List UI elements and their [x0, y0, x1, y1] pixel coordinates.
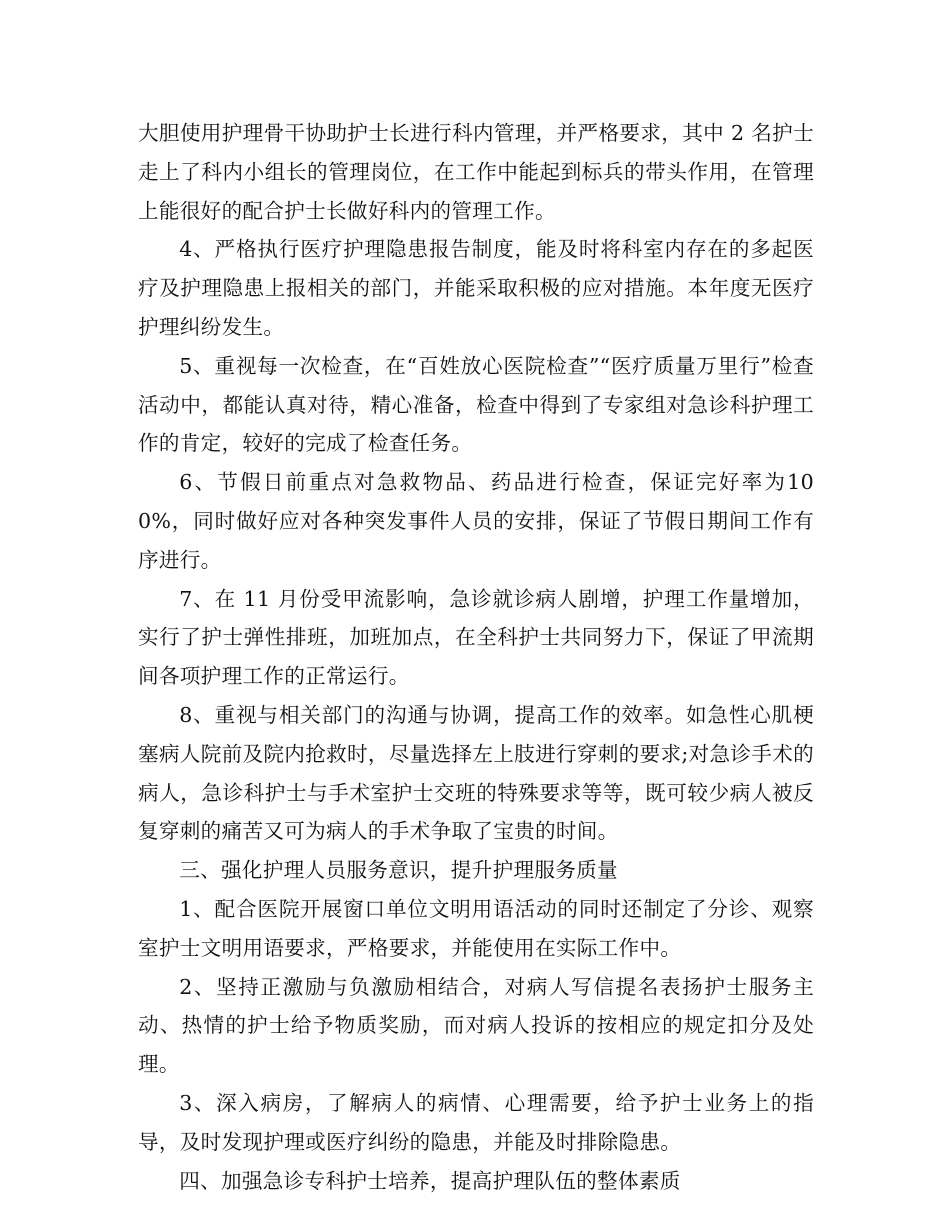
paragraph-continuation: 大胆使用护理骨干协助护士长进行科内管理，并严格要求，其中 2 名护士走上了科内小组长的管理岗位，在工作中能起到标兵的带头作用，在管理上能很好的配合护士长做好科内的管理工作。	[138, 121, 814, 223]
paragraph-item-2: 2、坚持正激励与负激励相结合，对病人写信提名表扬护士服务主动、热情的护士给予物质奖励，而对病人投诉的按相应的规定扣分及处理。	[138, 974, 814, 1077]
paragraph-item-3: 3、深入病房，了解病人的病情、心理需要，给予护士业务上的指导，及时发现护理或医疗纠纷的隐患，并能及时排除隐患。	[138, 1090, 814, 1154]
paragraph-item-5: 5、重视每一次检查，在“百姓放心医院检查”“医疗质量万里行”检查活动中，都能认真对待，精心准备，检查中得到了专家组对急诊科护理工作的肯定，较好的完成了检查任务。	[138, 353, 814, 456]
section-heading-3: 三、强化护理人员服务意识，提升护理服务质量	[179, 858, 618, 883]
paragraph-item-8: 8、重视与相关部门的沟通与协调，提高工作的效率。如急性心肌梗塞病人院前及院内抢救时，尽量选择左上肢进行穿刺的要求;对急诊手术的病人，急诊科护士与手术室护士交班的特殊要求等等，既可较少病人被反复穿刺的痛苦又可为病人的手术争取了宝贵的时间。	[138, 702, 814, 844]
paragraph-item-6: 6、节假日前重点对急救物品、药品进行检查，保证完好率为100%，同时做好应对各种突发事件人员的安排，保证了节假日期间工作有序进行。	[138, 470, 814, 572]
document-body	[138, 114, 814, 1200]
paragraph-item-7: 7、在 11 月份受甲流影响，急诊就诊病人剧增，护理工作量增加，实行了护士弹性排班，加班加点，在全科护士共同努力下，保证了甲流期间各项护理工作的正常运行。	[138, 586, 814, 689]
paragraph-item-1: 1、配合医院开展窗口单位文明用语活动的同时还制定了分诊、观察室护士文明用语要求，严格要求，并能使用在实际工作中。	[138, 896, 814, 960]
section-heading-4: 四、加强急诊专科护士培养，提高护理队伍的整体素质	[179, 1168, 681, 1193]
paragraph-item-4: 4、严格执行医疗护理隐患报告制度，能及时将科室内存在的多起医疗及护理隐患上报相关的部门，并能采取积极的应对措施。本年度无医疗护理纠纷发生。	[138, 237, 814, 339]
